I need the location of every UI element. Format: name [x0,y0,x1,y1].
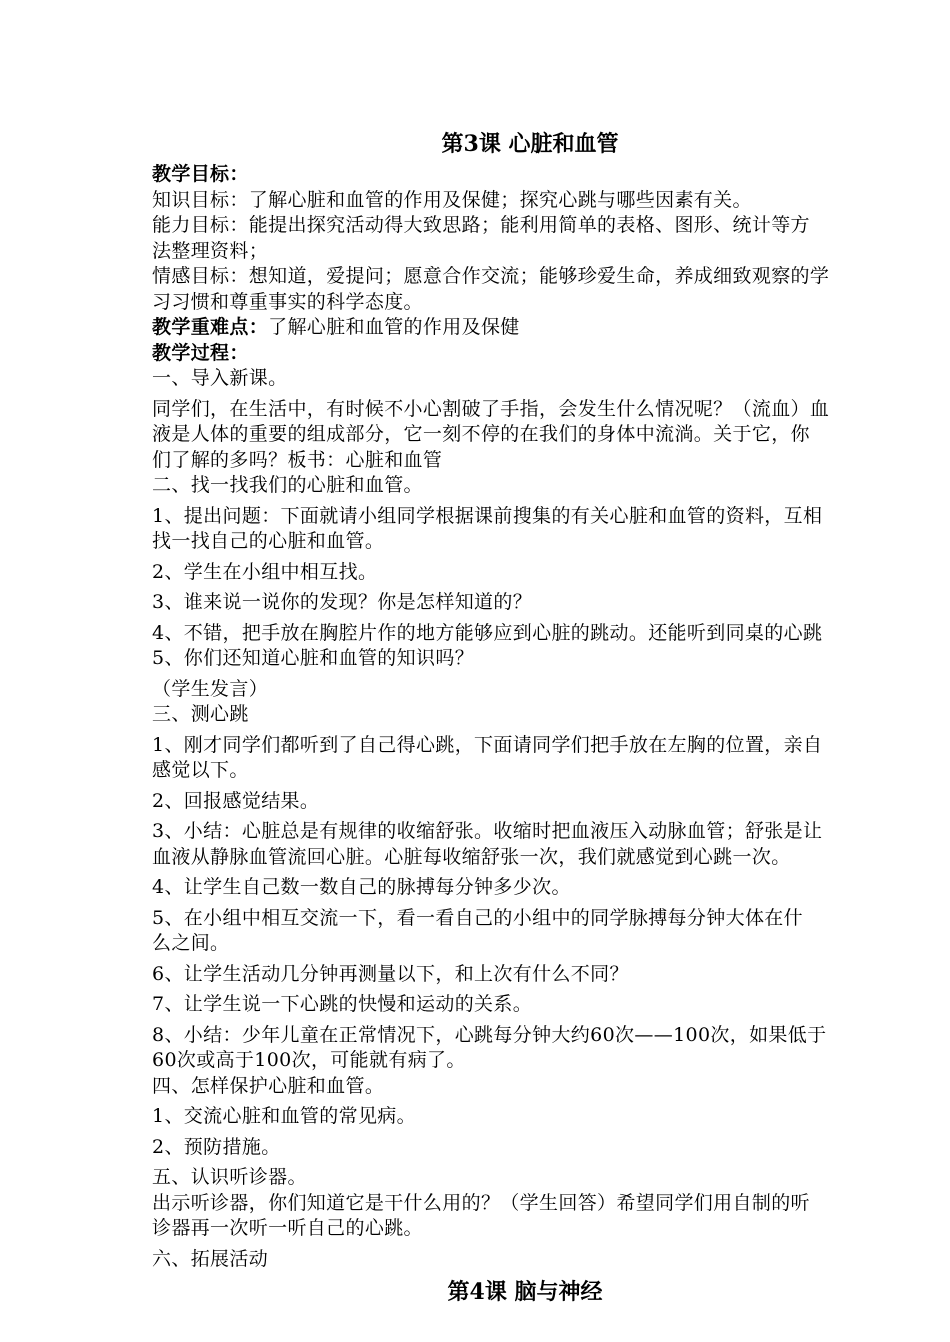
goals-heading: 教学目标： [152,163,249,185]
key-heading: 教学重难点： [152,316,269,338]
section-3-item-1-line-1: 1、刚才同学们都听到了自己得心跳，下面请同学们把手放在左胸的位置，亲自 [152,733,823,756]
section-3-item-6: 6、让学生活动几分钟再测量以下，和上次有什么不同？ [152,962,629,985]
section-3-item-3-line-1: 3、小结：心脏总是有规律的收缩舒张。收缩时把血液压入动脉血管；舒张是让 [152,820,823,842]
section-3-item-3-line-2: 血液从静脉血管流回心脏。心脏每收缩舒张一次，我们就感觉到心跳一次。 [152,845,791,868]
section-2-note: （学生发言） [152,677,269,700]
section-2-item-4: 4、不错，把手放在胸腔片作的地方能够应到心脏的跳动。还能听到同桌的心跳 [152,621,823,644]
key-points [152,315,888,341]
section-2-item-3: 3、谁来说一说你的发现？你是怎样知道的？ [152,591,533,613]
section-4-item-2: 2、预防措施。 [152,1135,281,1158]
section-2-item-1-line-2: 找一找自己的心脏和血管。 [152,530,385,552]
section-3-item-7: 7、让学生说一下心跳的快慢和运动的关系。 [152,993,533,1015]
section-1-heading: 一、导入新课。 [152,367,288,389]
section-2-item-1-line-1: 1、提出问题：下面就请小组同学根据课前搜集的有关心脏和血管的资料，互相 [152,504,823,527]
section-5-para-line-2: 诊器再一次听一听自己的心跳。 [152,1217,423,1239]
section-1-para-line-3: 们了解的多吗？板书：心脏和血管 [152,448,443,471]
section-5-heading: 五、认识听诊器。 [152,1166,307,1188]
lesson-title: 第3课 心脏和血管 [441,131,619,157]
section-4-item-1: 1、交流心脏和血管的常见病。 [152,1105,416,1127]
section-3-item-5-line-1: 5、在小组中相互交流一下，看一看自己的小组中的同学脉搏每分钟大体在什 [152,906,803,929]
section-5-para-line-1: 出示听诊器，你们知道它是干什么用的？（学生回答）希望同学们用自制的听 [152,1191,810,1214]
section-1-para-line-1: 同学们，在生活中，有时候不小心割破了手指，会发生什么情况呢？（流血）血 [152,397,830,420]
next-lesson-title: 第4课 脑与神经 [447,1279,603,1305]
section-3-item-5-line-2: 么之间。 [152,932,230,954]
section-3-item-2: 2、回报感觉结果。 [152,789,320,812]
section-3-item-4: 4、让学生自己数一数自己的脉搏每分钟多少次。 [152,876,571,898]
section-2-heading: 二、找一找我们的心脏和血管。 [152,474,423,496]
document-page [152,128,888,1308]
process-heading: 教学过程： [152,341,249,364]
section-2-item-5: 5、你们还知道心脏和血管的知识吗？ [152,647,475,669]
emotion-goal-line-2: 习习惯和尊重事实的科学态度。 [152,290,423,313]
key-text: 了解心脏和血管的作用及保健 [268,316,520,338]
section-3-item-1-line-2: 感觉以下。 [152,759,249,781]
ability-goal-line-2: 法整理资料； [152,239,269,262]
knowledge-goal: 知识目标：了解心脏和血管的作用及保健；探究心跳与哪些因素有关。 [152,188,752,211]
ability-goal-line-1: 能力目标：能提出探究活动得大致思路；能利用简单的表格、图形、统计等方 [152,214,810,236]
section-3-heading: 三、测心跳 [152,703,249,725]
section-2-item-2: 2、学生在小组中相互找。 [152,560,378,583]
section-1-para-line-2: 液是人体的重要的组成部分，它一刻不停的在我们的身体中流淌。关于它，你 [152,423,810,445]
section-4-heading: 四、怎样保护心脏和血管。 [152,1074,385,1097]
section-3-item-8-line-2: 60次或高于100次，可能就有病了。 [152,1049,466,1071]
section-6-heading: 六、拓展活动 [152,1247,269,1270]
section-3-item-8-line-1: 8、小结：少年儿童在正常情况下，心跳每分钟大约60次——100次，如果低于 [152,1023,827,1046]
emotion-goal-line-1: 情感目标：想知道，爱提问；愿意合作交流；能够珍爱生命，养成细致观察的学 [152,265,830,287]
